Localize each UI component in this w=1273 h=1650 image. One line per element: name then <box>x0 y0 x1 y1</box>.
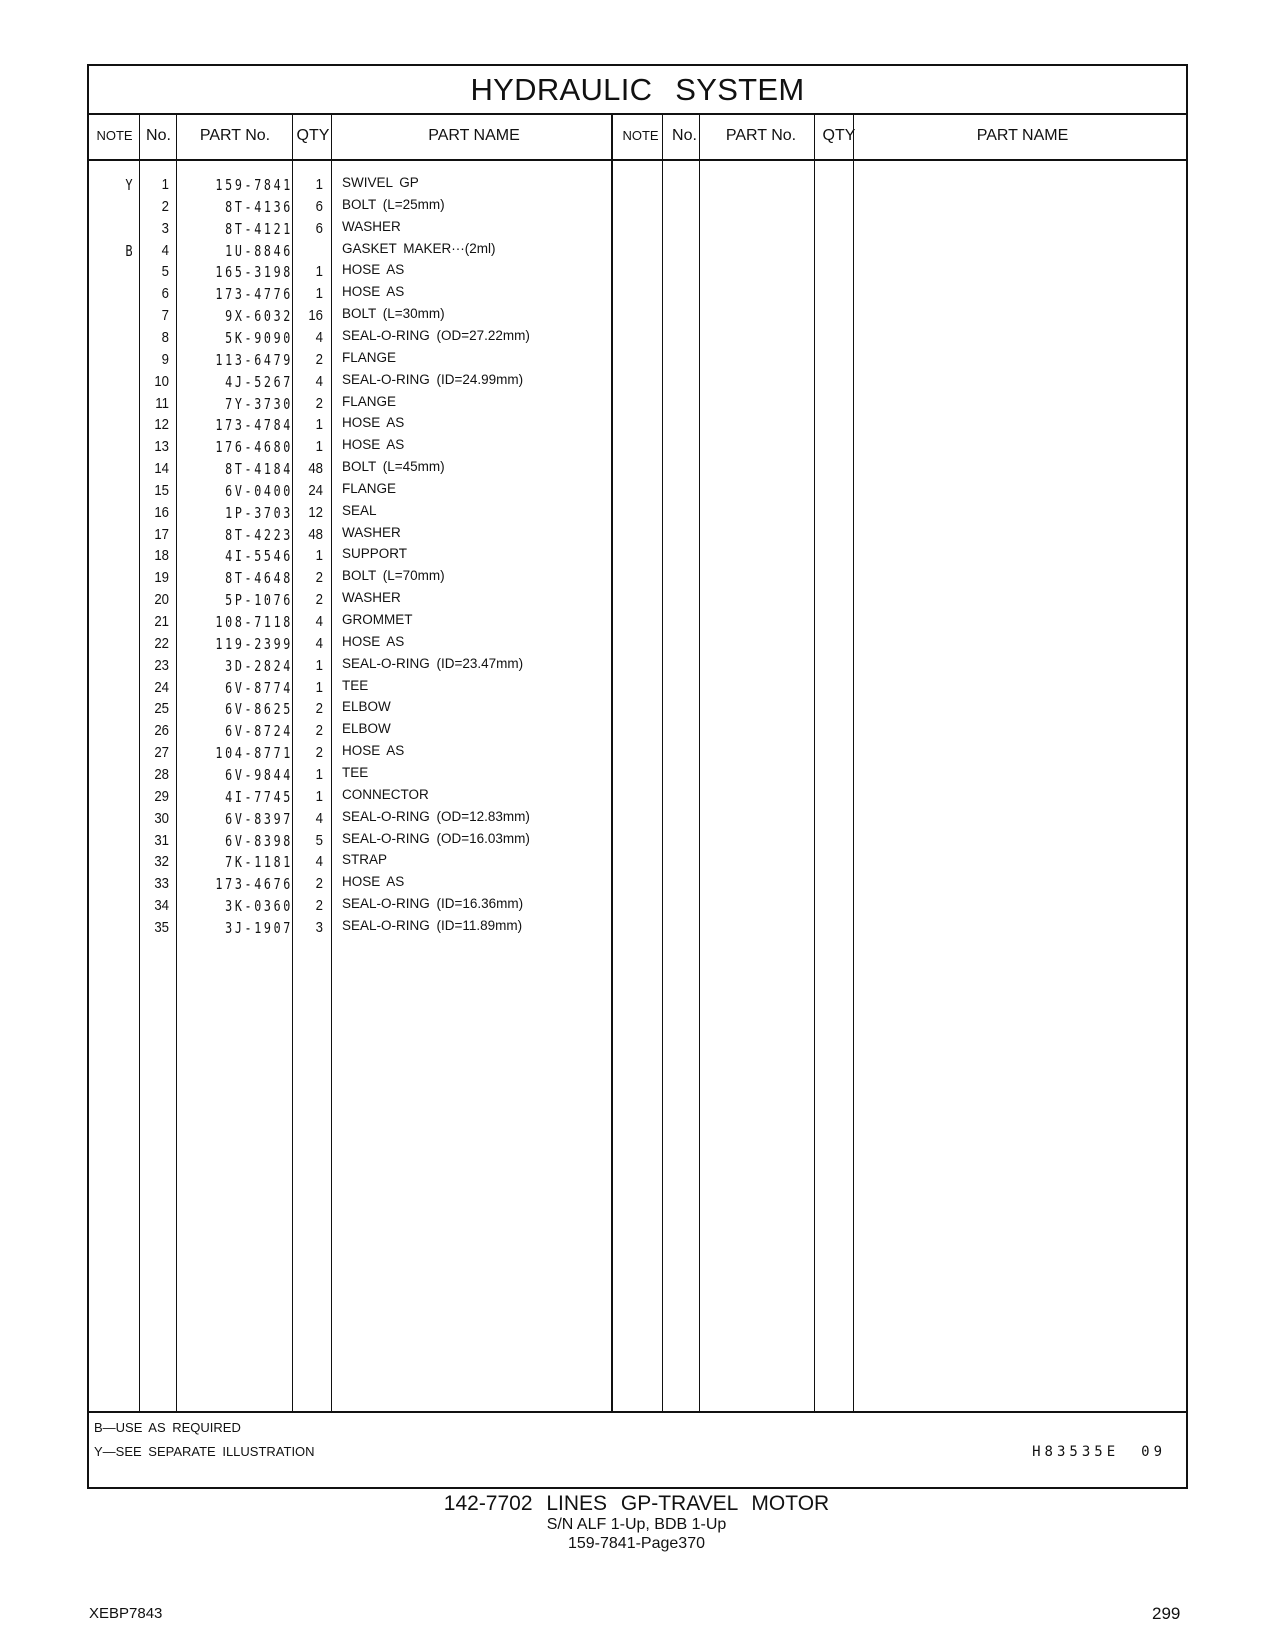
header-part-name-left: PART NAME <box>428 127 520 144</box>
part-name: STRAP <box>342 852 388 868</box>
quantity: 1 <box>315 416 323 434</box>
table-row <box>89 351 629 374</box>
table-row <box>89 416 629 439</box>
part-number: 6V-8724 <box>225 722 293 741</box>
document-id: XEBP7843 <box>89 1605 163 1622</box>
quantity: 1 <box>315 263 323 281</box>
quantity: 2 <box>315 744 323 762</box>
page-number: 299 <box>1152 1604 1181 1623</box>
quantity: 1 <box>315 176 323 193</box>
part-name: HOSE AS <box>342 633 405 649</box>
quantity: 1 <box>315 285 323 303</box>
table-row <box>89 875 629 898</box>
part-name: ELBOW <box>342 699 391 715</box>
table-row <box>89 679 629 702</box>
quantity: 4 <box>315 634 323 652</box>
item-number: 29 <box>154 787 169 805</box>
part-name: FLANGE <box>342 393 397 409</box>
quantity: 1 <box>315 547 323 565</box>
item-number: 22 <box>154 634 169 652</box>
table-row <box>89 832 629 855</box>
part-name: TEE <box>342 764 369 780</box>
table-row <box>89 482 629 505</box>
quantity: 2 <box>315 569 323 587</box>
table-row <box>89 263 629 286</box>
item-number: 10 <box>154 372 169 390</box>
quantity: 2 <box>315 875 323 893</box>
illustration-code <box>1032 1444 1166 1460</box>
item-number: 14 <box>154 460 169 478</box>
serial-range: S/N ALF 1-Up, BDB 1-Up <box>546 1516 727 1533</box>
table-row <box>89 744 629 767</box>
part-name: HOSE AS <box>342 437 405 453</box>
item-number: 20 <box>154 591 169 609</box>
quantity: 2 <box>315 897 323 915</box>
table-header <box>89 113 1186 161</box>
table-row <box>89 460 629 483</box>
table-row <box>89 700 629 723</box>
part-name: WASHER <box>342 590 401 606</box>
part-number: 3K-0360 <box>225 897 293 916</box>
part-name: SEAL-O-RING (ID=24.99mm) <box>342 371 524 387</box>
part-number: 8T-4223 <box>225 525 293 544</box>
item-number: 24 <box>154 678 169 696</box>
table-row <box>89 788 629 811</box>
part-number: 113-6479 <box>215 350 293 369</box>
table-row <box>89 635 629 658</box>
table-row <box>89 919 629 942</box>
part-number: 7K-1181 <box>225 853 293 872</box>
item-number: 3 <box>161 219 169 237</box>
part-number: 173-4676 <box>215 875 293 894</box>
part-name: HOSE AS <box>342 262 405 278</box>
table-row <box>89 307 629 330</box>
quantity: 48 <box>308 460 323 478</box>
part-name: GROMMET <box>342 612 413 627</box>
part-number: 6V-8774 <box>225 678 293 697</box>
table-row <box>89 569 629 592</box>
quantity: 1 <box>315 787 323 805</box>
table-row <box>89 722 629 745</box>
item-number: 27 <box>154 744 169 762</box>
part-number: 3J-1907 <box>225 918 293 937</box>
legend-y: Y—SEE SEPARATE ILLUSTRATION <box>94 1444 315 1459</box>
table-row <box>89 176 629 199</box>
item-number: 18 <box>154 547 169 565</box>
quantity: 2 <box>315 591 323 609</box>
part-name: SEAL-O-RING (ID=11.89mm) <box>342 917 523 933</box>
quantity: 48 <box>308 525 323 543</box>
quantity: 2 <box>315 700 323 718</box>
item-number: 5 <box>161 263 169 281</box>
item-number: 34 <box>154 897 169 915</box>
footer-divider <box>89 1411 1186 1413</box>
quantity: 1 <box>315 678 323 696</box>
item-number: 11 <box>155 394 169 412</box>
part-number: 173-4784 <box>215 416 293 435</box>
part-number: 173-4776 <box>215 285 293 304</box>
item-number: 35 <box>154 918 169 936</box>
quantity: 5 <box>315 831 323 849</box>
table-row <box>89 853 629 876</box>
item-number: 6 <box>161 285 169 303</box>
part-number: 108-7118 <box>215 613 293 631</box>
note-cell: B <box>125 241 133 260</box>
table-row <box>89 373 629 396</box>
column-divider <box>853 113 854 1413</box>
item-number: 8 <box>161 328 169 346</box>
group-title: 142-7702 LINES GP-TRAVEL MOTOR <box>443 1492 830 1515</box>
table-row <box>89 220 629 243</box>
item-number: 28 <box>154 765 169 783</box>
table-row <box>89 897 629 920</box>
header-no-left: No. <box>146 127 171 144</box>
quantity: 6 <box>315 197 323 215</box>
part-number: 119-2399 <box>215 634 293 653</box>
part-name: SEAL-O-RING (OD=27.22mm) <box>342 327 530 343</box>
table-row <box>89 613 629 636</box>
part-name: GASKET MAKER···(2ml) <box>342 240 496 256</box>
part-name: BOLT (L=45mm) <box>342 459 445 475</box>
part-name: SEAL-O-RING (ID=23.47mm) <box>342 655 524 671</box>
quantity: 24 <box>308 481 323 499</box>
quantity: 4 <box>315 328 323 346</box>
part-name: SUPPORT <box>342 546 408 562</box>
part-name: SEAL <box>342 502 377 518</box>
quantity: 1 <box>315 656 323 674</box>
part-name: SEAL-O-RING (OD=16.03mm) <box>342 830 530 846</box>
header-no-right: No. <box>672 127 697 144</box>
part-name: HOSE AS <box>342 874 405 890</box>
quantity: 2 <box>315 722 323 740</box>
item-number: 21 <box>154 613 169 630</box>
item-number: 26 <box>154 722 169 740</box>
quantity: 4 <box>315 613 323 630</box>
quantity: 16 <box>308 307 323 325</box>
quantity: 4 <box>315 853 323 871</box>
part-number: 6V-9844 <box>225 765 293 784</box>
part-number: 4J-5267 <box>225 372 293 391</box>
parts-table-frame <box>87 64 1188 1489</box>
table-row <box>89 198 629 221</box>
part-number: 5K-9090 <box>225 328 293 347</box>
part-number: 6V-8397 <box>225 809 293 828</box>
part-name: TEE <box>342 677 369 693</box>
note-cell: Y <box>125 176 133 194</box>
part-name: FLANGE <box>342 480 397 496</box>
table-row <box>89 329 629 352</box>
part-number: 5P-1076 <box>225 591 293 610</box>
item-number: 12 <box>154 416 169 434</box>
item-number: 13 <box>154 438 169 456</box>
table-row <box>89 766 629 789</box>
part-number: 6V-0400 <box>225 481 293 500</box>
header-part-no-left: PART No. <box>199 127 271 144</box>
part-name: HOSE AS <box>342 415 405 431</box>
header-note-right: NOTE <box>622 128 659 143</box>
table-row <box>89 547 629 570</box>
quantity: 12 <box>308 503 323 521</box>
part-number: 7Y-3730 <box>225 394 293 413</box>
part-name: FLANGE <box>342 349 397 365</box>
part-name: HOSE AS <box>342 284 405 300</box>
item-number: 19 <box>154 569 169 587</box>
header-part-name-right: PART NAME <box>976 127 1069 144</box>
part-name: CONNECTOR <box>342 786 429 802</box>
header-qty-right: QTY <box>822 127 856 144</box>
part-number: 8T-4184 <box>225 460 293 479</box>
item-number: 32 <box>154 853 169 871</box>
table-row <box>89 657 629 680</box>
table-row <box>89 242 629 265</box>
item-number: 30 <box>154 809 169 827</box>
part-number: 6V-8625 <box>225 700 293 719</box>
illustration-code-suffix: 09 <box>1141 1444 1166 1460</box>
part-number: 4I-7745 <box>225 787 293 806</box>
part-number: 104-8771 <box>215 744 293 763</box>
quantity: 1 <box>315 438 323 456</box>
quantity: 2 <box>315 350 323 368</box>
part-name: BOLT (L=30mm) <box>342 306 445 322</box>
part-name: SWIVEL GP <box>342 175 419 190</box>
item-number: 16 <box>154 503 169 521</box>
part-name: BOLT (L=25mm) <box>342 196 445 212</box>
part-name: BOLT (L=70mm) <box>342 568 445 584</box>
item-number: 17 <box>154 525 169 543</box>
quantity: 4 <box>315 372 323 390</box>
part-number: 9X-6032 <box>225 307 293 326</box>
part-name: SEAL-O-RING (ID=16.36mm) <box>342 896 524 912</box>
quantity: 1 <box>315 765 323 783</box>
item-number: 2 <box>161 197 169 215</box>
table-row <box>89 438 629 461</box>
part-number: 176-4680 <box>215 438 293 457</box>
item-number: 31 <box>154 831 169 849</box>
table-row <box>89 526 629 549</box>
item-number: 1 <box>161 176 169 193</box>
item-number: 9 <box>161 350 169 368</box>
page-reference: 159-7841-Page370 <box>567 1535 705 1552</box>
item-number: 33 <box>154 875 169 893</box>
part-name: WASHER <box>342 218 401 234</box>
part-number: 3D-2824 <box>225 656 293 675</box>
legend-b: B—USE AS REQUIRED <box>94 1420 241 1435</box>
part-number: 8T-4648 <box>225 569 293 588</box>
column-divider <box>662 113 663 1413</box>
part-number: 159-7841 <box>215 176 293 194</box>
quantity: 4 <box>315 809 323 827</box>
part-name: WASHER <box>342 524 401 540</box>
header-part-no-right: PART No. <box>725 127 797 144</box>
part-number: 6V-8398 <box>225 831 293 850</box>
header-note-left: NOTE <box>96 128 133 143</box>
illustration-code-id: H83535E <box>1032 1444 1120 1460</box>
part-number: 165-3198 <box>215 263 293 282</box>
part-number: 1U-8846 <box>225 241 293 260</box>
part-name: SEAL-O-RING (OD=12.83mm) <box>342 808 530 824</box>
item-number: 25 <box>154 700 169 718</box>
column-divider <box>699 113 700 1413</box>
part-name: HOSE AS <box>342 743 405 759</box>
part-number: 8T-4136 <box>225 197 293 216</box>
table-row <box>89 504 629 527</box>
item-number: 15 <box>154 481 169 499</box>
table-row <box>89 810 629 833</box>
part-number: 1P-3703 <box>225 503 293 522</box>
part-name: ELBOW <box>342 721 391 737</box>
item-number: 23 <box>154 656 169 674</box>
table-row <box>89 395 629 418</box>
item-number: 4 <box>161 241 169 259</box>
quantity: 6 <box>315 219 323 237</box>
quantity: 2 <box>315 394 323 412</box>
item-number: 7 <box>161 307 169 325</box>
table-row <box>89 285 629 308</box>
part-number: 4I-5546 <box>225 547 293 566</box>
quantity: 3 <box>315 918 323 936</box>
column-divider <box>814 113 815 1413</box>
page-title: HYDRAULIC SYSTEM <box>89 66 1186 115</box>
table-row <box>89 591 629 614</box>
part-number: 8T-4121 <box>225 219 293 238</box>
header-qty-left: QTY <box>296 127 330 144</box>
